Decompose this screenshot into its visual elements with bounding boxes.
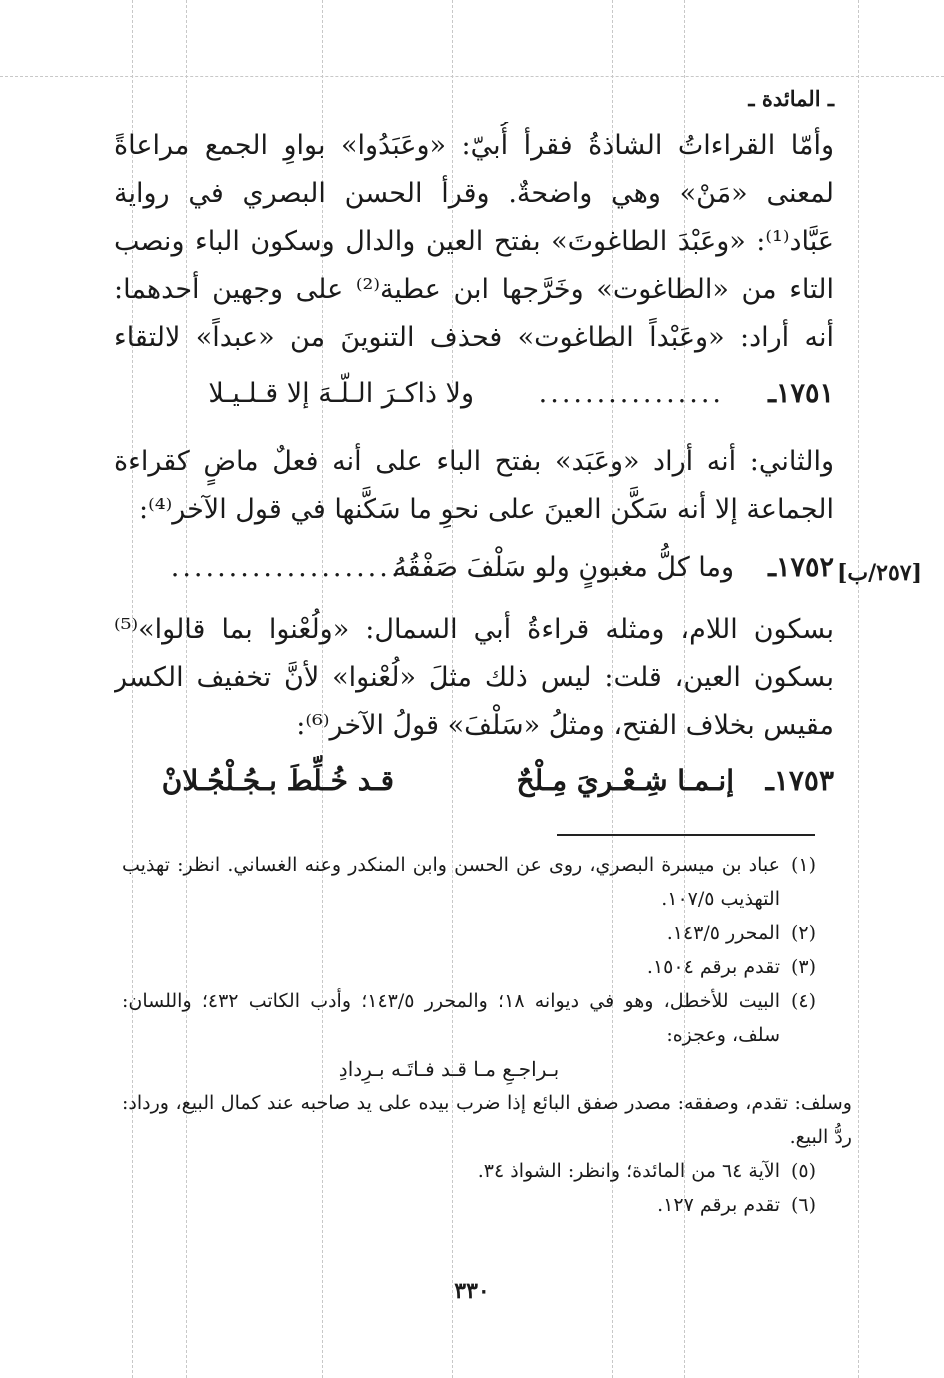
footnote-number: (٢) (790, 922, 816, 944)
footnote-number: (٣) (790, 956, 816, 978)
scan-guide-line (858, 0, 859, 1378)
footnote-number: (٦) (790, 1194, 816, 1216)
footnote-text: المحرر ١٤٣/٥. (666, 922, 780, 944)
footnote-separator (557, 834, 815, 836)
paragraph-1: وأمّا القراءاتُ الشاذةُ فقرأ أُبيّ: «وعَبَدُوا» بواوِ الجمع مراعاةً لمعنى «مَنْ» وهي واضحةٌ. وقرأ الحسن البصري في رواية عَبَّاد⁽¹⁾: «وعَبْدَ الطاغوتَ» بفتح العين والدال وسكون الباء ونصب التاء من «الطاغوت» وخَرَّجها ابن عطية⁽²⁾ على وجهين أحدهما: أنه أراد: «وعَبْداً الطاغوت» فحذف التنوينَ من «عبداً» لالتقاء (114, 130, 834, 353)
footnote-4 (122, 984, 816, 1052)
footnote-number: (١) (790, 854, 816, 876)
manuscript-folio-ref: [٢٥٧/ب] (836, 560, 922, 586)
verse-text: ولا ذاكـرَ الـلّـهَ إلا قـلـيـلا (208, 378, 474, 409)
footnote-number: (٥) (790, 1160, 816, 1182)
page-number: ٣٣٠ (454, 1278, 490, 1304)
verse-hemistich-2: قـد خُـلِّطَ بـجُـلْجُـلانْ (161, 764, 394, 797)
footnote-4-continuation: وسلف: تقدم، وصفقه: مصدر صفق البائع إذا ضرب بيده على يد صاحبه عند كمال البيع، ورداد: ردُّ البيع. (122, 1092, 852, 1148)
verse-number: ١٧٥٣ـ (765, 764, 834, 797)
footnote-text: البيت للأخطل، وهو في ديوانه ١٨؛ والمحرر ١٤٣/٥؛ وأدب الكاتب ٤٣٢؛ واللسان: سلف، وعجزه: (122, 990, 780, 1046)
footnote-text: تقدم برقم ١٥٠٤. (646, 956, 780, 978)
running-header: ـ المائدة ـ (748, 86, 834, 111)
footnotes (122, 848, 852, 1222)
footnote-5 (122, 1154, 816, 1188)
footnote-4-verse: بـراجـعِ مـا قـد فـاتَـه بـرِدادِ (338, 1057, 560, 1081)
footnote-1 (122, 848, 816, 916)
footnote-3 (122, 950, 816, 984)
verse-ellipsis: ................ (538, 378, 724, 409)
verse-number: ١٧٥٢ـ (768, 552, 834, 583)
footnote-text: تقدم برقم ١٢٧. (657, 1194, 780, 1216)
verse-1753 (114, 764, 834, 812)
footnote-text: عباد بن ميسرة البصري، روى عن الحسن وابن المنكدر وعنه الغساني. انظر: تهذيب التهذيب ١٠٧/٥. (122, 854, 780, 910)
scan-guide-line (0, 76, 944, 77)
paragraph-3: بسكون اللام، ومثله قراءةُ أبي السمال: «ولُعْنوا بما قالوا»⁽⁵⁾ بسكون العين، قلت: ليس ذلك مثلَ «لُعْنوا» لأنَّ تخفيف الكسر مقيس بخلاف الفتح، ومثلُ «سَلْفَ» قولُ الآخر⁽⁶⁾: (114, 614, 834, 741)
paragraph-2: والثاني: أنه أراد «وعَبَد» بفتح الباء على أنه فعلٌ ماضٍ كقراءة الجماعة إلا أنه سَكَّن العينَ على نحوِ ما سَكَّنها في قول الآخر⁽⁴⁾: (114, 446, 834, 525)
verse-hemistich-1: إنـمـا شِـعْـريَ مِـلْحٌ (516, 764, 734, 797)
footnote-number: (٤) (790, 990, 816, 1012)
verse-1752 (114, 552, 834, 600)
footnote-2 (122, 916, 816, 950)
verse-text: وما كلُّ مغبونٍ ولو سَلْفَ صَفْقُهُ (393, 552, 734, 583)
footnote-text: الآية ٦٤ من المائدة؛ وانظر: الشواذ ٣٤. (477, 1160, 780, 1182)
verse-number: ١٧٥١ـ (768, 378, 834, 409)
verse-1751 (114, 378, 834, 426)
footnote-6 (122, 1188, 816, 1222)
verse-ellipsis: ..................... (170, 552, 414, 583)
